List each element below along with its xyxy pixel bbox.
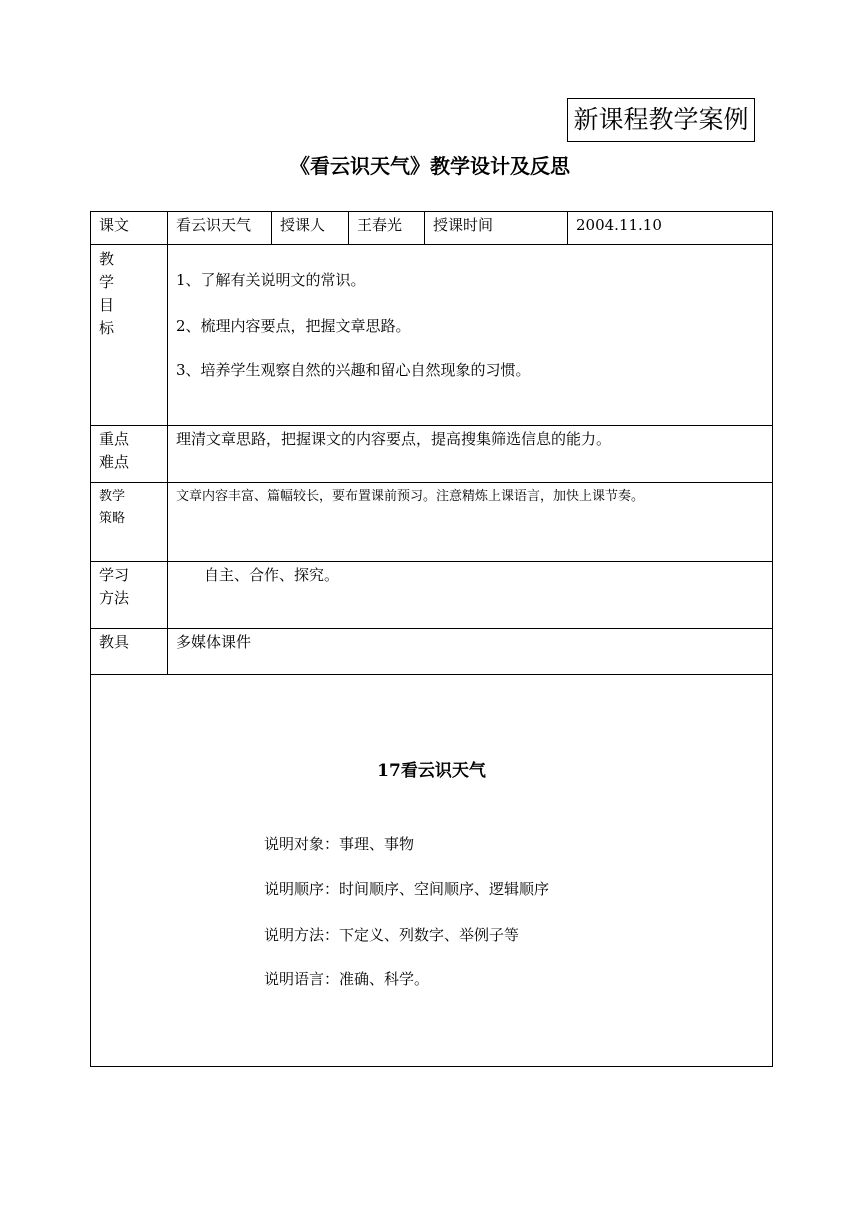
method-label: 方法 [99,589,130,607]
focus-label: 重点 [99,430,130,448]
goal-item: 1、了解有关说明文的常识。 [176,271,366,289]
focus-text: 理清文章思路，把握课文的内容要点，提高搜集筛选信息的能力。 [176,430,612,448]
row-divider [90,425,773,426]
teacher-value: 王春光 [357,216,403,234]
cell-divider [567,211,568,244]
document-title: 《看云识天气》教学设计及反思 [290,154,570,178]
row-divider [90,482,773,483]
strategy-label: 教学 [99,489,126,504]
goals-label-char: 教 [99,250,115,268]
strategy-text: 文章内容丰富、篇幅较长，要布置课前预习。注意精炼上课语言，加快上课节奏。 [176,489,645,504]
method-label: 学习 [99,566,130,584]
board-line: 说明方法：下定义、列数字、举例子等 [264,926,520,944]
label-column-divider [167,211,168,674]
focus-label: 难点 [99,453,130,471]
time-label: 授课时间 [433,216,494,234]
goals-label-char: 学 [99,273,115,291]
board-line: 说明对象：事理、事物 [264,835,415,853]
strategy-label: 策略 [99,511,126,526]
board-line: 说明顺序：时间顺序、空间顺序、逻辑顺序 [264,880,550,898]
goal-item: 2、梳理内容要点，把握文章思路。 [176,317,411,335]
goal-item: 3、培养学生观察自然的兴趣和留心自然现象的习惯。 [176,361,531,379]
cell-divider [348,211,349,244]
board-title: 17看云识天气 [377,761,486,781]
teacher-label: 授课人 [280,216,326,234]
goals-label-char: 目 [99,296,115,314]
row-divider [90,244,773,245]
goals-label-char: 标 [99,319,115,337]
tools-text: 多媒体课件 [176,633,252,651]
category-badge: 新课程教学案例 [567,98,755,142]
row-divider [90,628,773,629]
cell-divider [271,211,272,244]
row-divider [90,561,773,562]
row-divider [90,674,773,675]
board-line: 说明语言：准确、科学。 [264,970,430,988]
course-label: 课文 [99,216,130,234]
tools-label: 教具 [99,633,130,651]
course-value: 看云识天气 [176,216,252,234]
time-value: 2004.11.10 [576,216,662,234]
method-text: 自主、合作、探究。 [204,566,340,584]
cell-divider [424,211,425,244]
